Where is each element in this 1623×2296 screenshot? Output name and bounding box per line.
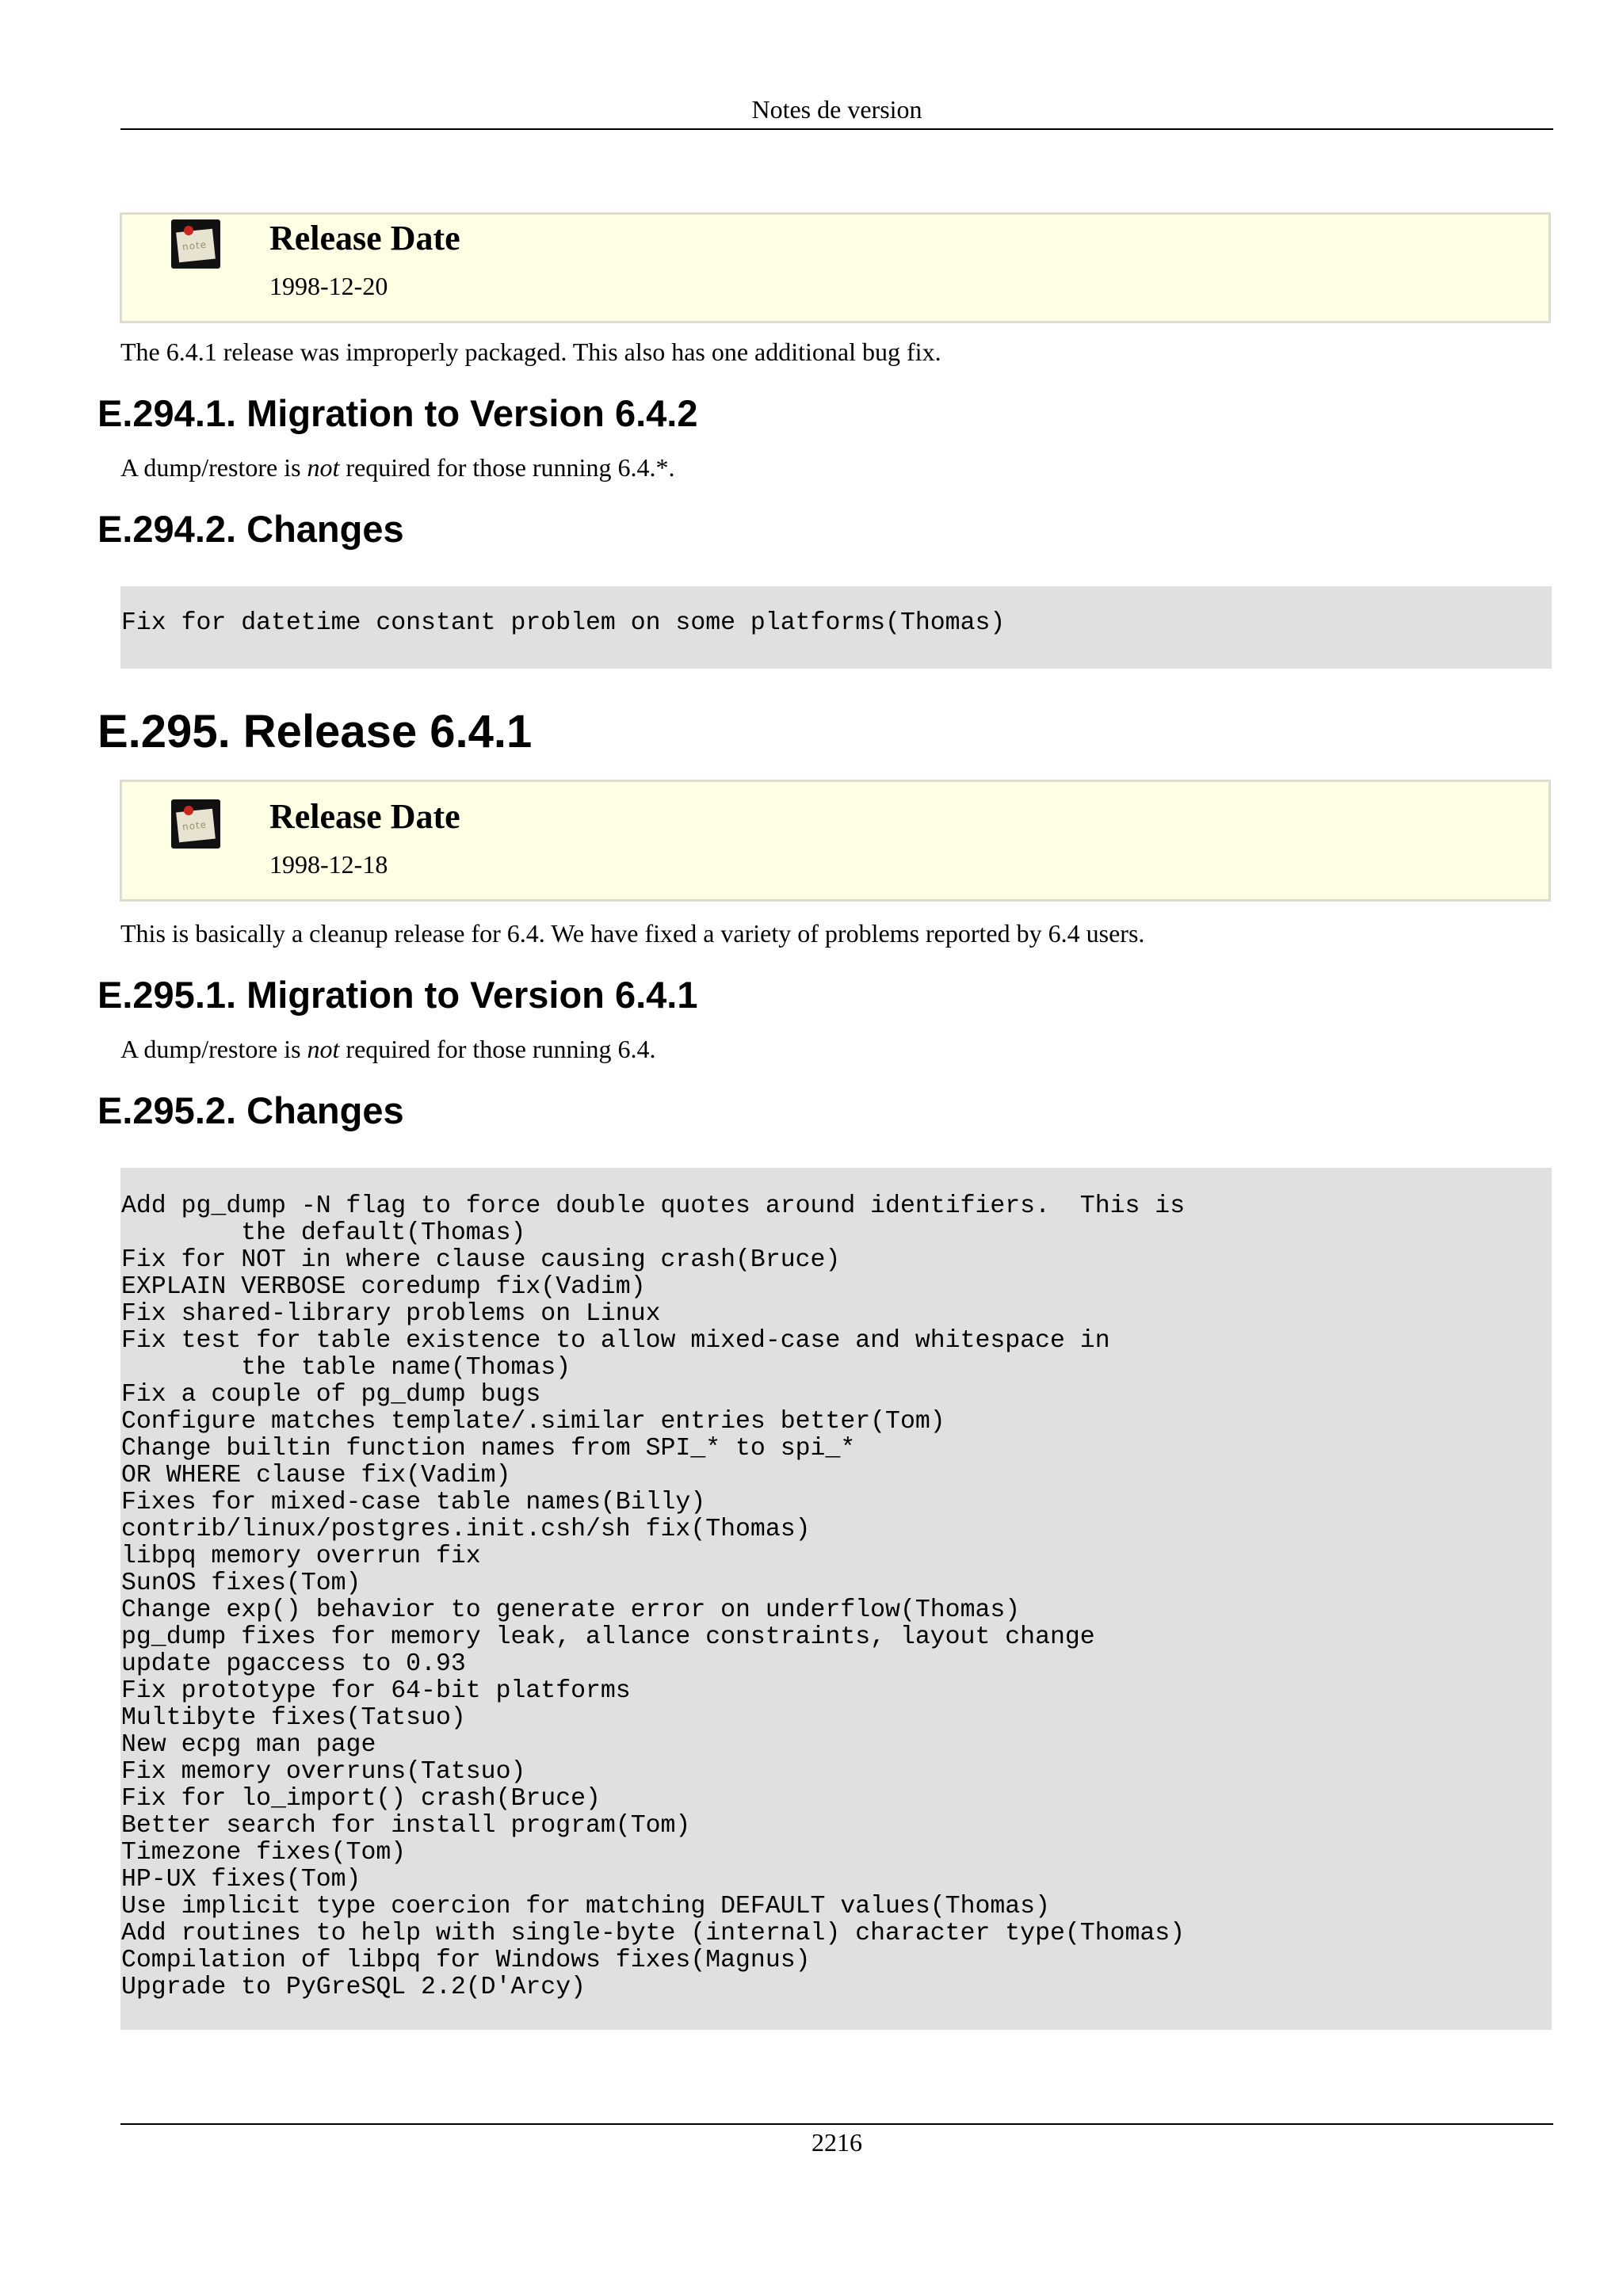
code-line: libpq memory overrun fix — [121, 1543, 481, 1570]
code-line: Fix a couple of pg_dump bugs — [121, 1381, 541, 1409]
code-line: Use implicit type coercion for matching DEFAULT values(Thomas) — [121, 1893, 1050, 1920]
code-line: the table name(Thomas) — [121, 1354, 571, 1382]
code-line: Compilation of libpq for Windows fixes(Magnus) — [121, 1947, 811, 1974]
note-icon: note — [171, 219, 220, 269]
heading-changes-295: E.295.2. Changes — [97, 1089, 404, 1131]
code-line: Better search for install program(Tom) — [121, 1812, 691, 1840]
code-line: SunOS fixes(Tom) — [121, 1569, 361, 1597]
code-line: the default(Thomas) — [121, 1219, 526, 1247]
changes-code-block-295 — [120, 1168, 1552, 2030]
heading-release-641: E.295. Release 6.4.1 — [97, 706, 533, 757]
migration-text-641 — [120, 1033, 655, 1065]
running-header: Notes de version — [751, 95, 922, 124]
release-intro-294: The 6.4.1 release was improperly packaged. This also has one additional bug fix. — [120, 338, 941, 366]
migration-text-start: A dump/restore is — [120, 1035, 307, 1063]
code-line: Multibyte fixes(Tatsuo) — [121, 1704, 466, 1732]
header-rule — [120, 128, 1553, 130]
code-line: OR WHERE clause fix(Vadim) — [121, 1462, 511, 1489]
note-title: Release Date — [269, 219, 460, 257]
code-line: Add routines to help with single-byte (internal) character type(Thomas) — [121, 1920, 1186, 1947]
heading-migration-641: E.295.1. Migration to Version 6.4.1 — [97, 974, 698, 1016]
code-line: Configure matches template/.similar entries better(Tom) — [121, 1408, 945, 1436]
migration-text-end: required for those running 6.4. — [339, 1035, 656, 1063]
code-line: Fix test for table existence to allow mixed-case and whitespace in — [121, 1327, 1110, 1355]
heading-migration-642: E.294.1. Migration to Version 6.4.2 — [97, 392, 698, 434]
note-date: 1998-12-18 — [269, 850, 388, 879]
code-line: HP-UX fixes(Tom) — [121, 1866, 361, 1894]
code-line: Add pg_dump -N flag to force double quotes around identifiers. This is — [121, 1192, 1186, 1220]
code-line: contrib/linux/postgres.init.csh/sh fix(Thomas) — [121, 1516, 811, 1543]
footer-rule — [120, 2123, 1553, 2125]
migration-text-642 — [120, 452, 674, 483]
code-line: Change builtin function names from SPI_* to spi_* — [121, 1435, 856, 1463]
code-line: pg_dump fixes for memory leak, allance constraints, layout change — [121, 1623, 1095, 1651]
release-date-note-294 — [120, 212, 1551, 323]
note-title: Release Date — [269, 797, 460, 836]
code-line: Fix shared-library problems on Linux — [121, 1300, 661, 1328]
code-line: Fix prototype for 64-bit platforms — [121, 1677, 631, 1705]
code-line: Upgrade to PyGreSQL 2.2(D'Arcy) — [121, 1974, 586, 2001]
release-date-note-295 — [120, 780, 1551, 902]
code-line: Fix memory overruns(Tatsuo) — [121, 1758, 526, 1786]
note-date: 1998-12-20 — [269, 272, 388, 300]
migration-text-end: required for those running 6.4.*. — [339, 453, 675, 482]
release-intro-295: This is basically a cleanup release for 6.4. We have fixed a variety of problems reported by 6.4 users. — [120, 919, 1145, 948]
page-number: 2216 — [812, 2128, 862, 2157]
migration-text-start: A dump/restore is — [120, 453, 307, 482]
code-line: Fixes for mixed-case table names(Billy) — [121, 1489, 706, 1516]
note-icon: note — [171, 799, 220, 849]
code-line: update pgaccess to 0.93 — [121, 1650, 466, 1678]
heading-changes-294: E.294.2. Changes — [97, 508, 404, 550]
code-line: Fix for NOT in where clause causing crash(Bruce) — [121, 1246, 841, 1274]
code-line: Timezone fixes(Tom) — [121, 1839, 407, 1867]
code-line: Fix for datetime constant problem on some platforms(Thomas) — [121, 609, 1006, 637]
code-line: New ecpg man page — [121, 1731, 376, 1759]
changes-code-block-294 — [120, 586, 1552, 669]
code-line: Fix for lo_import() crash(Bruce) — [121, 1785, 601, 1813]
code-line: Change exp() behavior to generate error on underflow(Thomas) — [121, 1596, 1021, 1624]
migration-text-emphasis: not — [307, 1035, 340, 1063]
migration-text-emphasis: not — [307, 453, 340, 482]
code-line: EXPLAIN VERBOSE coredump fix(Vadim) — [121, 1273, 646, 1301]
